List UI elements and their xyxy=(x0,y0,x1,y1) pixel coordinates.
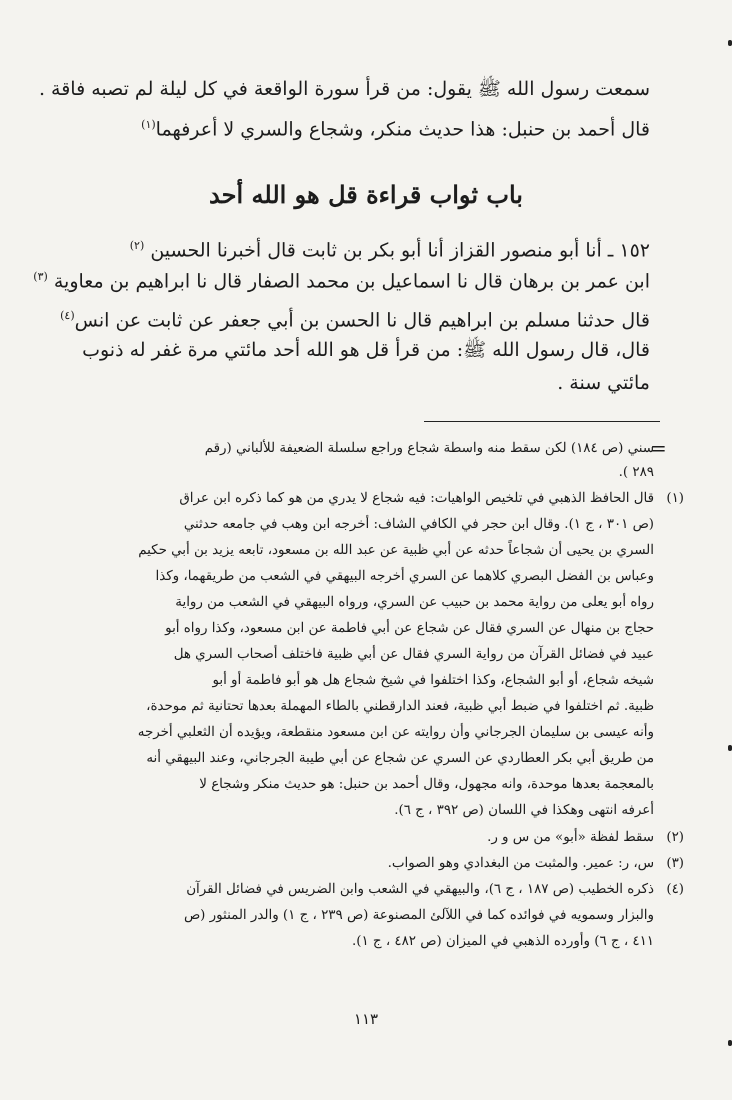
footnote-1-number: (١) xyxy=(666,491,684,506)
footnote-1-text: قال الحافظ الذهبي في تلخيص الواهيات: فيه شجاع لا يدري من هو كما ذكره ابن عراق xyxy=(179,491,654,506)
para-line-1-body: ١٥٢ ـ أنا أبو منصور القزاز أنا أبو بكر بن ثابت قال أخبرنا الحسين xyxy=(150,239,650,262)
footnote-continuation-line-1: سني (ص ١٨٤) لكن سقط منه واسطة شجاع وراجع سلسلة الضعيفة للألباني (رقم xyxy=(204,441,654,456)
text-line-2-body: قال أحمد بن حنبل: هذا حديث منكر، وشجاع والسري لا أعرفهما xyxy=(155,118,650,141)
para-line-5: مائتي سنة . xyxy=(557,372,650,394)
footnote-continuation-line-2: ٢٨٩ ). xyxy=(618,465,654,480)
para-line-1 xyxy=(90,233,650,263)
footnote-1-line-5: رواه أبو يعلى من رواية محمد بن حبيب عن السري، ورواه البيهقي في الشعب من رواية xyxy=(175,595,654,610)
footnote-4-line-2: والبزار وسمويه في فوائده كما في اللآلئ المصنوعة (ص ٢٣٩ ، ج ١) والدر المنثور (ص xyxy=(183,908,654,923)
footnote-4-line-3: ٤١١ ، ج ٦) وأورده الذهبي في الميزان (ص ٤٨٢ ، ج ١). xyxy=(351,934,654,949)
footnote-1-line-6: حجاج بن منهال عن السري فقال عن شجاع عن أبي فاطمة عن ابن مسعود، وكذا رواه أبو xyxy=(165,621,654,636)
footnote-3-number: (٣) xyxy=(666,856,684,871)
footnote-4-line-1 xyxy=(84,878,684,901)
footnote-1-line-7: عبيد في فضائل القرآن من رواية السري فقال عن أبي ظبية فاختلف أصحاب السري هل xyxy=(173,647,654,662)
text-line-1: سمعت رسول الله ﷺ يقول: من قرأ سورة الواقعة في كل ليلة لم تصبه فاقة . xyxy=(38,78,650,100)
footnote-4-text: ذكره الخطيب (ص ١٨٧ ، ج ٦)، والبيهقي في الشعب وابن الضريس في فضائل القرآن xyxy=(186,882,654,897)
footnote-1-line-3: السري بن يحيى أن شجاعاً حدثه عن أبي ظبية عن عبد الله بن مسعود، تابعه يزيد بن أبي حكيم xyxy=(138,543,654,558)
footnote-3-text: س، ر: عمير. والمثبت من البغدادي وهو الصواب. xyxy=(387,856,654,871)
footnote-1-line-13: أعرفه انتهى وهكذا في اللسان (ص ٣٩٢ ، ج ٦). xyxy=(394,803,654,818)
scan-speck xyxy=(728,745,732,751)
footnote-separator xyxy=(424,421,660,422)
footnote-4-number: (٤) xyxy=(666,882,684,897)
para-line-3 xyxy=(60,303,650,333)
scan-speck xyxy=(728,40,732,46)
page-number: ١١٣ xyxy=(353,1010,379,1028)
footnote-1-line-10: وأنه عيسى بن سليمان الجرجاني وأن روايته عن ابن مسعود منقطعة، ويؤيده أن الثعلبي أخرجه xyxy=(137,725,654,740)
footnote-1-line-12: بالمعجمة بعدها موحدة، وانه مجهول، وقال أحمد بن حنبل: هو حديث منكر وشجاع لا xyxy=(199,777,654,792)
para-line-3-body: قال حدثنا مسلم بن ابراهيم قال نا الحسن بن أبي جعفر عن ثابت عن انس xyxy=(74,309,650,332)
continuation-mark: = xyxy=(650,436,667,460)
footnote-ref-4: (٤) xyxy=(60,309,75,322)
footnote-2-text: سقط لفظة «أبو» من س و ر. xyxy=(487,830,654,845)
footnote-ref-3: (٣) xyxy=(33,270,48,283)
para-line-2 xyxy=(33,264,650,294)
chapter-heading: باب ثواب قراءة قل هو الله أحد xyxy=(209,180,523,209)
para-line-2-body: ابن عمر بن برهان قال نا اسماعيل بن محمد الصفار قال نا ابراهيم بن معاوية xyxy=(53,270,650,293)
footnote-ref-1: (١) xyxy=(141,118,156,131)
para-line-4: قال، قال رسول الله ﷺ: من قرأ قل هو الله أحد مائتي مرة غفر له ذنوب xyxy=(82,339,650,361)
footnote-1-line-4: وعباس بن الفضل البصري كلاهما عن السري أخرجه البيهقي في الشعب من طريقهما، وكذا xyxy=(155,569,654,584)
scan-speck xyxy=(728,1040,732,1046)
footnote-1-line-9: ظبية. ثم اختلفوا في ضبط أبي ظبية، فعند الدارقطني بالطاء المهملة بعدها تحتانية ثم موحدة، xyxy=(146,699,654,714)
footnote-1-line-8: شيخه شجاع، أو أبو الشجاع، وكذا اختلفوا في شيخ شجاع هل هو أبو فاطمة أو أبو xyxy=(212,673,654,688)
footnote-1-line-1 xyxy=(84,487,684,510)
footnote-2 xyxy=(84,826,684,849)
footnote-2-number: (٢) xyxy=(666,830,684,845)
footnote-1-line-11: من طريق أبي بكر العطاردي عن السري عن شجاع عن أبي طيبة الجرجاني، وعند البيهقي أنه xyxy=(146,751,654,766)
footnote-ref-2: (٢) xyxy=(129,239,145,252)
footnote-3 xyxy=(84,852,684,875)
text-line-2 xyxy=(90,112,650,142)
footnote-1-line-2: (ص ٣٠١ ، ج ١). وقال ابن حجر في الكافي الشاف: أخرجه ابن وهب في جامعه حدثني xyxy=(183,517,654,532)
